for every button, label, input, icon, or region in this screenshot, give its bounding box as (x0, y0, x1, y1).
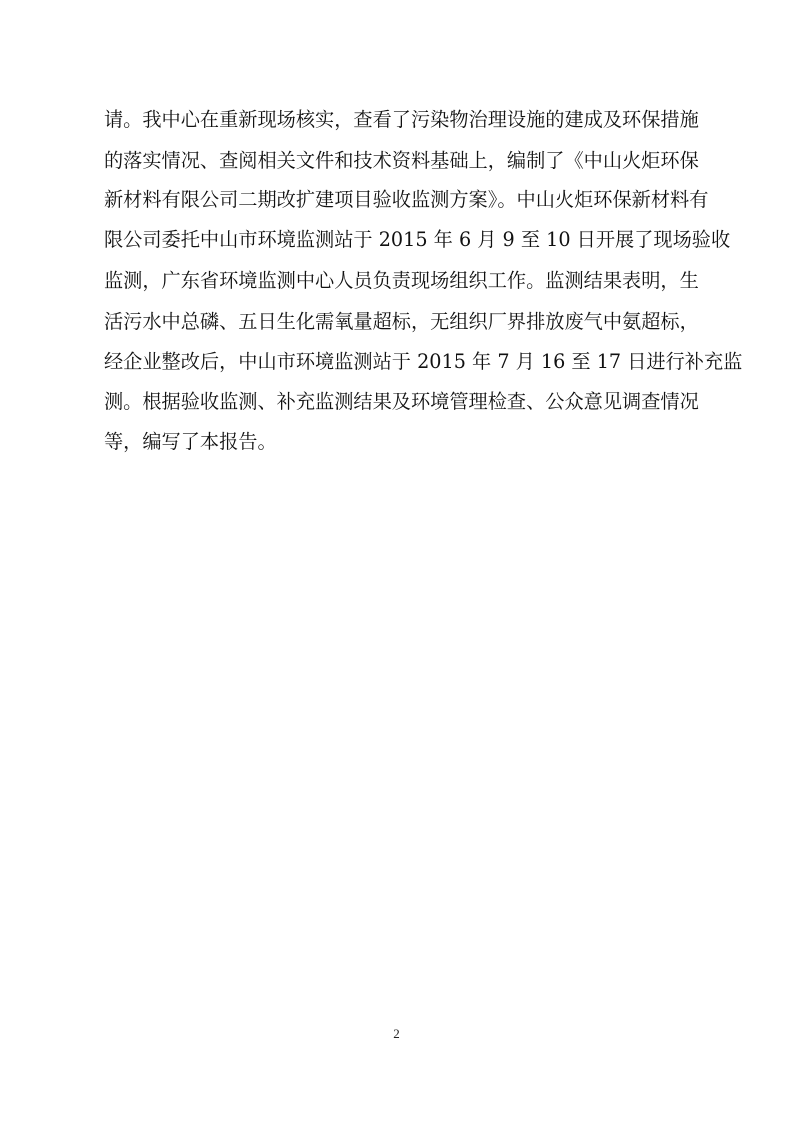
paragraph-line-4: 限公司委托中山市环境监测站于 2015 年 6 月 9 至 10 日开展了现场验收 (104, 228, 731, 251)
paragraph-line-7: 经企业整改后，中山市环境监测站于 2015 年 7 月 16 至 17 日进行补充监 (104, 350, 743, 373)
paragraph-line-9: 等，编写了本报告。 (104, 430, 277, 453)
page-number: 2 (393, 1026, 400, 1041)
paragraph-line-8: 测。根据验收监测、补充监测结果及环境管理检查、公众意见调查情况 (104, 390, 699, 413)
paragraph-line-5: 监测，广东省环境监测中心人员负责现场组织工作。监测结果表明，生 (104, 269, 699, 292)
paragraph-line-1: 请。我中心在重新现场核实，查看了污染物治理设施的建成及环保措施 (104, 108, 699, 131)
paragraph-line-3: 新材料有限公司二期改扩建项目验收监测方案》。中山火炬环保新材料有 (104, 188, 709, 211)
paragraph-line-6: 活污水中总磷、五日生化需氧量超标，无组织厂界排放废气中氨超标， (104, 310, 699, 333)
paragraph-line-2: 的落实情况、查阅相关文件和技术资料基础上，编制了《中山火炬环保 (104, 149, 699, 172)
